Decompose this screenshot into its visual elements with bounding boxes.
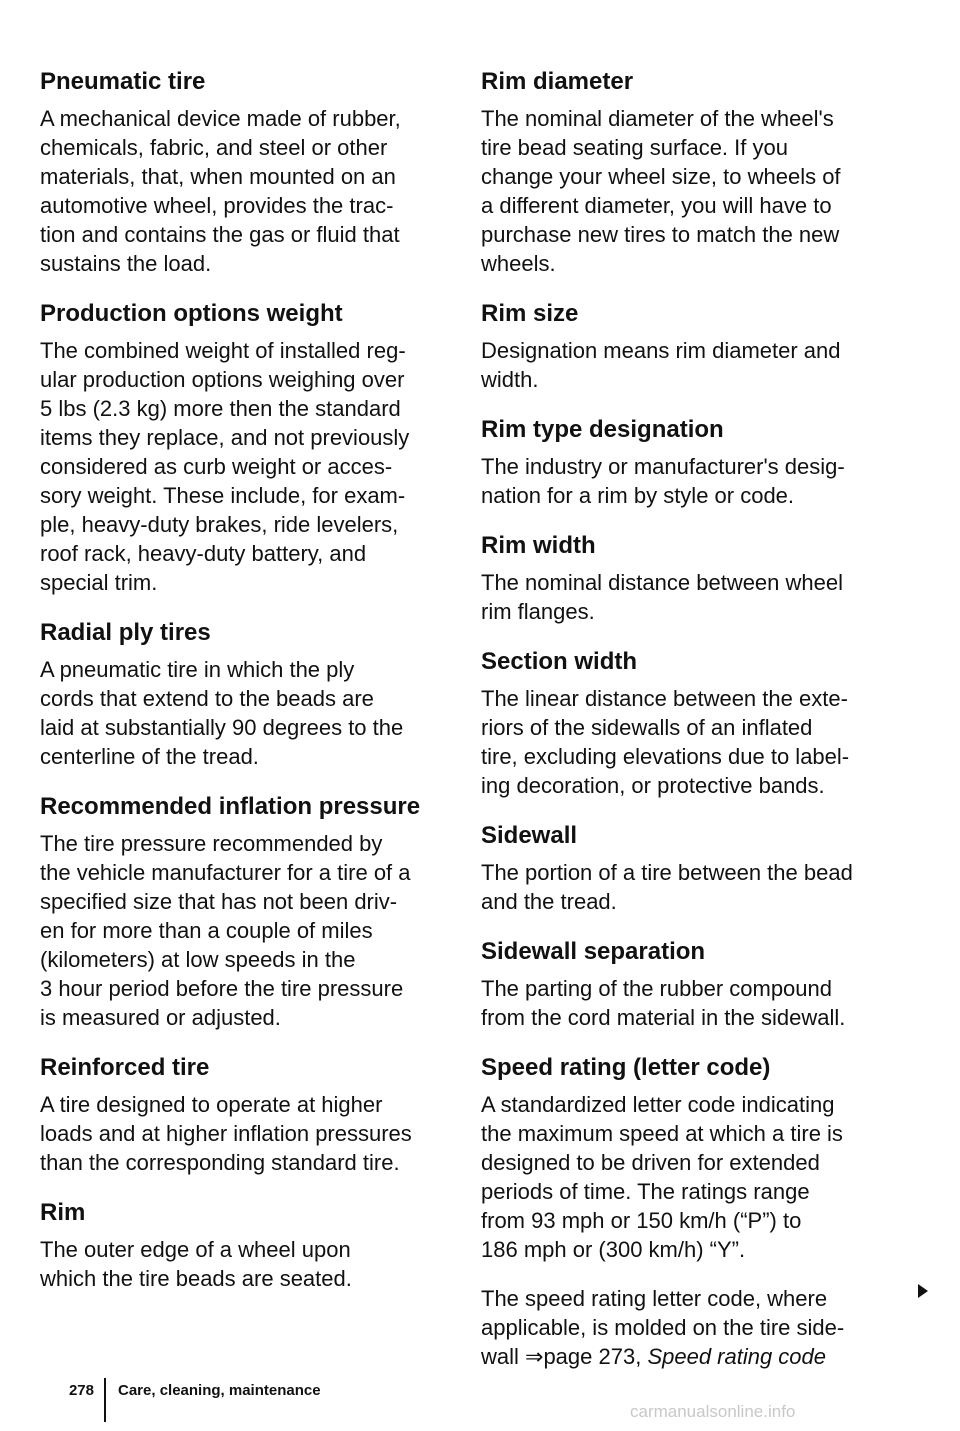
glossary-entry-reinforced-tire <box>40 1052 450 1177</box>
definition-line: The nominal distance between wheel <box>481 570 844 595</box>
glossary-definition <box>481 974 901 1032</box>
definition-line: 5 lbs (2.3 kg) more then the standard <box>40 396 401 421</box>
glossary-term: Speed rating (letter code) <box>481 1054 771 1081</box>
definition-line: The combined weight of installed reg- <box>40 338 406 363</box>
glossary-entry-rim-width <box>481 530 901 626</box>
glossary-entry-rim-type-designation <box>481 414 901 510</box>
continue-arrow-icon <box>918 1284 928 1298</box>
glossary-definition <box>481 858 901 916</box>
glossary-definition <box>40 829 450 1032</box>
glossary-term: Sidewall separation <box>481 938 706 965</box>
definition-line: tire, excluding elevations due to label- <box>481 744 850 769</box>
definition-line: change your wheel size, to wheels of <box>481 164 841 189</box>
glossary-term: Section width <box>481 648 637 675</box>
definition-line: width. <box>481 367 539 392</box>
definition-line: The outer edge of a wheel upon <box>40 1237 351 1262</box>
watermark: carmanualsonline.info <box>630 1402 796 1421</box>
definition-line: loads and at higher inflation pressures <box>40 1121 412 1146</box>
definition-line: centerline of the tread. <box>40 744 259 769</box>
definition-line: A mechanical device made of rubber, <box>40 106 401 131</box>
definition-line: than the corresponding standard tire. <box>40 1150 400 1175</box>
definition-line: from 93 mph or 150 km/h (“P”) to <box>481 1208 802 1233</box>
glossary-term: Rim type designation <box>481 416 724 443</box>
right-column <box>481 66 901 1391</box>
glossary-definition <box>40 655 450 771</box>
definition-line: tion and contains the gas or fluid that <box>40 222 400 247</box>
left-column <box>40 66 450 1313</box>
definition-line: nation for a rim by style or code. <box>481 483 795 508</box>
definition-line: en for more than a couple of miles <box>40 918 373 943</box>
definition-line: ple, heavy-duty brakes, ride levelers, <box>40 512 399 537</box>
definition-line: The industry or manufacturer's desig- <box>481 454 845 479</box>
definition-line: a different diameter, you will have to <box>481 193 832 218</box>
glossary-entry-rim-size <box>481 298 901 394</box>
glossary-term: Rim diameter <box>481 68 634 95</box>
glossary-definition <box>481 1090 901 1264</box>
definition-line: A standardized letter code indicating <box>481 1092 835 1117</box>
definition-line: purchase new tires to match the new <box>481 222 840 247</box>
glossary-definition <box>481 104 901 278</box>
definition-line: The portion of a tire between the bead <box>481 860 853 885</box>
definition-line: specified size that has not been driv- <box>40 889 398 914</box>
definition-line: The linear distance between the exte- <box>481 686 848 711</box>
glossary-term: Production options weight <box>40 300 343 327</box>
glossary-definition <box>40 104 450 278</box>
definition-line: 186 mph or (300 km/h) “Y”. <box>481 1237 746 1262</box>
glossary-definition <box>481 336 901 394</box>
glossary-entry-sidewall-separation <box>481 936 901 1032</box>
definition-line: chemicals, fabric, and steel or other <box>40 135 388 160</box>
definition-line: the vehicle manufacturer for a tire of a <box>40 860 411 885</box>
definition-line: tire bead seating surface. If you <box>481 135 788 160</box>
definition-line: sustains the load. <box>40 251 212 276</box>
definition-line: ular production options weighing over <box>40 367 405 392</box>
glossary-entry-rim-diameter <box>481 66 901 278</box>
definition-line: materials, that, when mounted on an <box>40 164 396 189</box>
glossary-entry-section-width <box>481 646 901 800</box>
glossary-term: Recommended inflation pressure <box>40 793 421 820</box>
definition-line: Designation means rim diameter and <box>481 338 841 363</box>
speed-rating-note-line-3-prefix: wall ⇒page 273, <box>481 1344 648 1369</box>
definition-line: ing decoration, or protective bands. <box>481 773 825 798</box>
definition-line: riors of the sidewalls of an inflated <box>481 715 813 740</box>
definition-line: (kilometers) at low speeds in the <box>40 947 356 972</box>
definition-line: rim flanges. <box>481 599 595 624</box>
footer-section-title: Care, cleaning, maintenance <box>118 1382 321 1399</box>
glossary-term: Pneumatic tire <box>40 68 206 95</box>
glossary-entry-rim <box>40 1197 450 1293</box>
definition-line: 3 hour period before the tire pressure <box>40 976 404 1001</box>
page-number: 278 <box>68 1382 94 1399</box>
glossary-definition <box>40 1235 450 1293</box>
definition-line: items they replace, and not previously <box>40 425 410 450</box>
glossary-entry-production-options-weight <box>40 298 450 597</box>
definition-line: A pneumatic tire in which the ply <box>40 657 355 682</box>
glossary-entry-sidewall <box>481 820 901 916</box>
definition-line: wheels. <box>481 251 556 276</box>
glossary-entry-recommended-inflation-pressure <box>40 791 450 1032</box>
definition-line: A tire designed to operate at higher <box>40 1092 383 1117</box>
glossary-definition <box>481 452 901 510</box>
speed-rating-note <box>481 1284 901 1371</box>
footer-divider <box>104 1378 106 1422</box>
definition-line: is measured or adjusted. <box>40 1005 281 1030</box>
definition-line: The parting of the rubber compound <box>481 976 833 1001</box>
glossary-term: Rim size <box>481 300 579 327</box>
glossary-definition <box>481 568 901 626</box>
glossary-definition <box>481 684 901 800</box>
definition-line: sory weight. These include, for exam- <box>40 483 406 508</box>
glossary-definition <box>40 1090 450 1177</box>
glossary-definition <box>40 336 450 597</box>
definition-line: cords that extend to the beads are <box>40 686 374 711</box>
glossary-term: Radial ply tires <box>40 619 211 646</box>
definition-line: The nominal diameter of the wheel's <box>481 106 834 131</box>
definition-line: and the tread. <box>481 889 617 914</box>
definition-line: designed to be driven for extended <box>481 1150 820 1175</box>
glossary-entry-pneumatic-tire <box>40 66 450 278</box>
definition-line: which the tire beads are seated. <box>40 1266 352 1291</box>
definition-line: special trim. <box>40 570 158 595</box>
right-entries <box>481 66 901 1264</box>
glossary-term: Sidewall <box>481 822 578 849</box>
definition-line: periods of time. The ratings range <box>481 1179 810 1204</box>
definition-line: automotive wheel, provides the trac- <box>40 193 394 218</box>
definition-line: from the cord material in the sidewall. <box>481 1005 846 1030</box>
definition-line: roof rack, heavy-duty battery, and <box>40 541 367 566</box>
glossary-term: Rim <box>40 1199 86 1226</box>
definition-line: The tire pressure recommended by <box>40 831 383 856</box>
definition-line: the maximum speed at which a tire is <box>481 1121 843 1146</box>
speed-rating-note-line-2: applicable, is molded on the tire side- <box>481 1315 845 1340</box>
speed-rating-note-line-1: The speed rating letter code, where <box>481 1286 828 1311</box>
definition-line: laid at substantially 90 degrees to the <box>40 715 404 740</box>
glossary-entry-radial-ply-tires <box>40 617 450 771</box>
glossary-term: Reinforced tire <box>40 1054 210 1081</box>
glossary-entry-speed-rating-letter-code <box>481 1052 901 1264</box>
speed-rating-code-link[interactable]: Speed rating code <box>647 1344 827 1369</box>
definition-line: considered as curb weight or acces- <box>40 454 393 479</box>
glossary-term: Rim width <box>481 532 596 559</box>
